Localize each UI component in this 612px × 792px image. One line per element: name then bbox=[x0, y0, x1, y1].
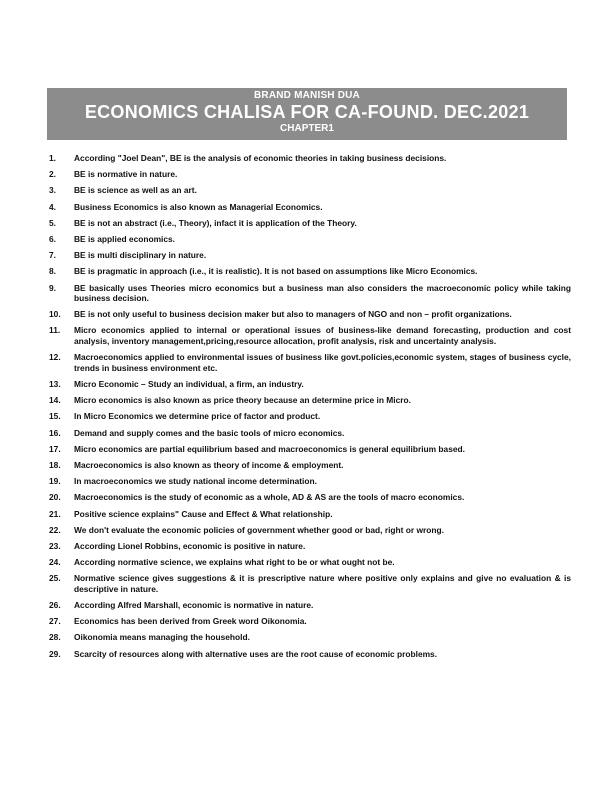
item-text: Business Economics is also known as Managerial Economics. bbox=[74, 201, 323, 212]
item-number: 6. bbox=[49, 233, 56, 244]
item-number: 22. bbox=[49, 524, 61, 535]
list-item bbox=[49, 234, 571, 245]
numbered-list bbox=[49, 153, 571, 665]
item-number: 8. bbox=[49, 266, 56, 277]
item-number: 9. bbox=[49, 282, 56, 293]
item-number: 18. bbox=[49, 459, 61, 470]
list-item bbox=[49, 309, 571, 320]
list-item bbox=[49, 250, 571, 261]
item-number: 29. bbox=[49, 648, 61, 659]
item-text: We don't evaluate the economic policies of government whether good or bad, right or wrong. bbox=[74, 524, 444, 535]
item-number: 21. bbox=[49, 508, 61, 519]
item-text: Macroeconomics applied to environmental issues of business like govt.policies,economic system, stages of business cycle, trends in business environment etc. bbox=[74, 352, 571, 373]
list-item bbox=[49, 541, 571, 552]
item-number: 20. bbox=[49, 492, 61, 503]
list-item bbox=[49, 379, 571, 390]
list-item bbox=[49, 169, 571, 180]
item-text: According Lionel Robbins, economic is positive in nature. bbox=[74, 540, 306, 551]
list-item bbox=[49, 509, 571, 520]
list-item bbox=[49, 600, 571, 611]
author-name: BRAND MANISH DUA bbox=[254, 90, 360, 101]
item-text: Normative science gives suggestions & it is prescriptive nature where positive only explains and give no evaluation & is descriptive in nature. bbox=[74, 573, 571, 594]
item-text: Micro economics is also known as price theory because an determine price in Micro. bbox=[74, 395, 411, 406]
list-item bbox=[49, 153, 571, 164]
item-number: 5. bbox=[49, 217, 56, 228]
item-number: 12. bbox=[49, 352, 61, 363]
item-text: BE is not only useful to business decision maker but also to managers of NGO and non – profit organizations. bbox=[74, 309, 512, 320]
item-text: BE is applied economics. bbox=[74, 233, 175, 244]
item-number: 25. bbox=[49, 573, 61, 584]
item-text: According Alfred Marshall, economic is normative in nature. bbox=[74, 600, 314, 611]
item-text: Scarcity of resources along with alternative uses are the root cause of economic problems. bbox=[74, 648, 438, 659]
item-text: Macroeconomics is also known as theory of income & employment. bbox=[74, 459, 344, 470]
item-number: 16. bbox=[49, 427, 61, 438]
item-text: Micro economics applied to internal or operational issues of business-like demand forecasting, production and cost analysis, inventory management,pricing,resource allocation, profit analysis, risk and uncertainty analysis. bbox=[74, 325, 571, 347]
item-number: 15. bbox=[49, 411, 61, 422]
list-item bbox=[49, 325, 571, 346]
list-item bbox=[49, 266, 571, 277]
list-item bbox=[49, 283, 571, 304]
item-number: 13. bbox=[49, 379, 61, 390]
item-text: Demand and supply comes and the basic tools of micro economics. bbox=[74, 427, 345, 438]
item-number: 23. bbox=[49, 540, 61, 551]
item-number: 17. bbox=[49, 443, 61, 454]
list-item bbox=[49, 395, 571, 406]
item-text: Micro Economic – Study an individual, a firm, an industry. bbox=[74, 379, 304, 390]
item-text: BE is normative in nature. bbox=[74, 169, 178, 180]
item-number: 27. bbox=[49, 616, 61, 627]
item-text: According normative science, we explains what right to be or what ought not be. bbox=[74, 557, 395, 568]
list-item bbox=[49, 185, 571, 196]
list-item bbox=[49, 492, 571, 503]
item-text: BE is multi disciplinary in nature. bbox=[74, 250, 207, 261]
item-text: Economics has been derived from Greek word Oikonomia. bbox=[74, 616, 307, 627]
list-item bbox=[49, 352, 571, 373]
list-item bbox=[49, 649, 571, 660]
list-item bbox=[49, 202, 571, 213]
item-number: 26. bbox=[49, 600, 61, 611]
item-number: 2. bbox=[49, 169, 56, 180]
item-text: BE is pragmatic in approach (i.e., it is realistic). It is not based on assumptions like Micro Economics. bbox=[74, 266, 478, 277]
item-text: In Micro Economics we determine price of factor and product. bbox=[74, 411, 321, 422]
list-item bbox=[49, 525, 571, 536]
document-title: ECONOMICS CHALISA FOR CA-FOUND. DEC.2021 bbox=[84, 102, 530, 122]
item-number: 11. bbox=[49, 325, 61, 336]
list-item bbox=[49, 616, 571, 627]
item-text: Micro economics are partial equilibrium based and macroeconomics is general equilibrium based. bbox=[74, 443, 465, 454]
item-number: 3. bbox=[49, 185, 56, 196]
item-text: In macroeconomics we study national income determination. bbox=[74, 476, 317, 487]
item-number: 19. bbox=[49, 476, 61, 487]
item-text: Positive science explains" Cause and Effect & What relationship. bbox=[74, 508, 333, 519]
item-number: 7. bbox=[49, 250, 56, 261]
list-item bbox=[49, 460, 571, 471]
list-item bbox=[49, 218, 571, 229]
item-number: 14. bbox=[49, 395, 61, 406]
item-number: 4. bbox=[49, 201, 56, 212]
item-text: Oikonomia means managing the household. bbox=[74, 632, 250, 643]
item-text: BE basically uses Theories micro economics but a business man also considers the macroeconomic policy while taking business decision. bbox=[74, 282, 571, 304]
item-text: BE is not an abstract (i.e., Theory), infact it is application of the Theory. bbox=[74, 217, 357, 228]
item-number: 1. bbox=[49, 153, 56, 163]
list-item bbox=[49, 428, 571, 439]
item-text: Macroeconomics is the study of economic as a whole, AD & AS are the tools of macro economics. bbox=[74, 492, 465, 503]
list-item bbox=[49, 476, 571, 487]
title-banner bbox=[47, 88, 567, 140]
item-text: According "Joel Dean", BE is the analysis of economic theories in taking business decisions. bbox=[74, 153, 447, 163]
item-number: 24. bbox=[49, 557, 61, 568]
list-item bbox=[49, 632, 571, 643]
item-text: BE is science as well as an art. bbox=[74, 185, 197, 196]
list-item bbox=[49, 573, 571, 594]
item-number: 10. bbox=[49, 309, 61, 320]
list-item bbox=[49, 444, 571, 455]
list-item bbox=[49, 557, 571, 568]
item-number: 28. bbox=[49, 632, 61, 643]
chapter-label: CHAPTER1 bbox=[280, 123, 334, 134]
list-item bbox=[49, 411, 571, 422]
